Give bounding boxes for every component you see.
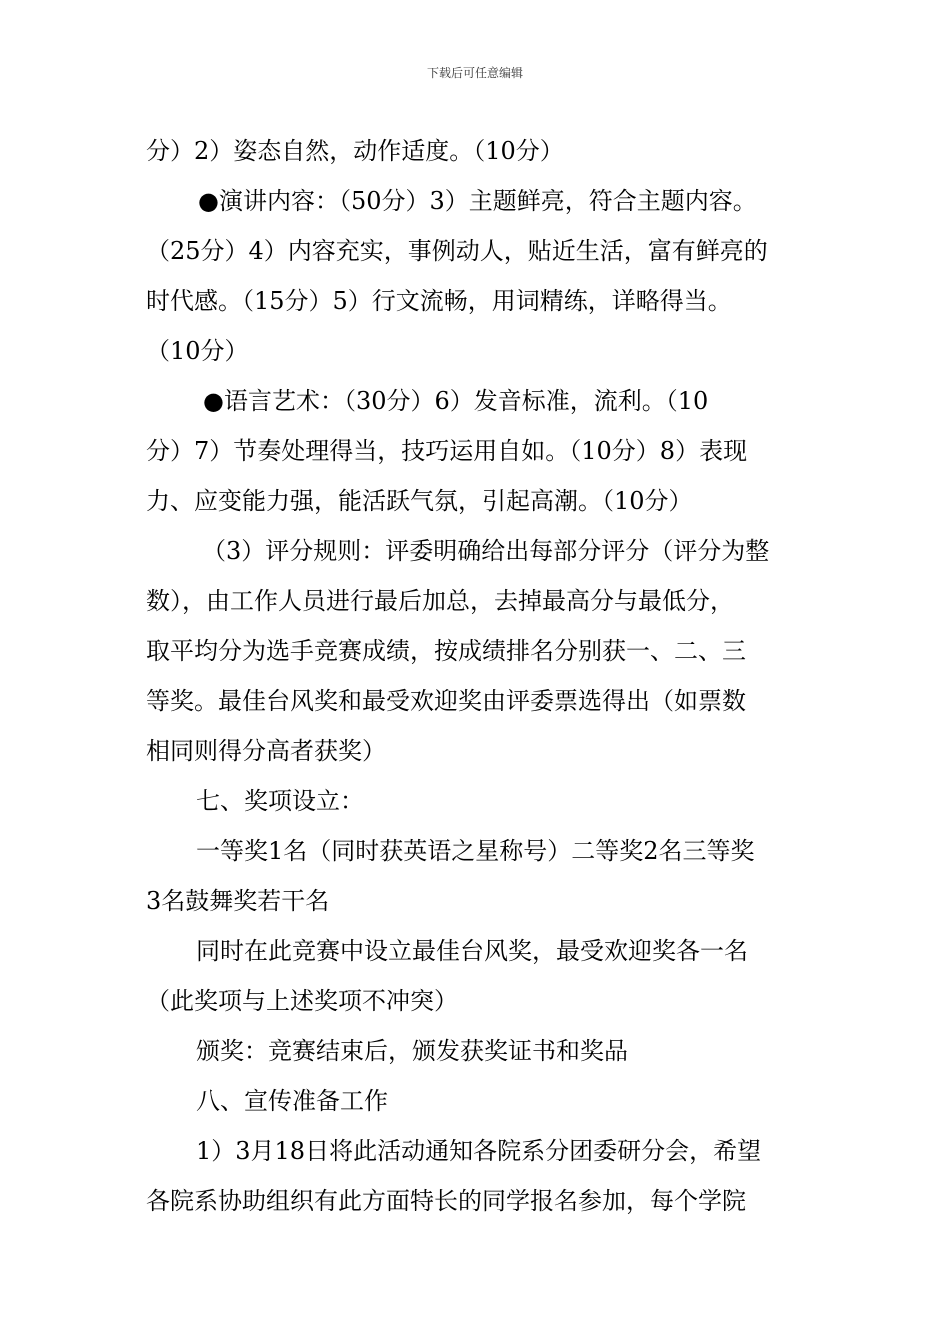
text-line: 力、应变能力强，能活跃气氛，引起高潮。（10分） <box>146 487 693 515</box>
text-line: 取平均分为选手竞赛成绩，按成绩排名分别获一、二、三 <box>146 637 746 665</box>
text-line: 一等奖1名（同时获英语之星称号）二等奖2名三等奖 <box>196 837 755 865</box>
text-line: 时代感。（15分）5）行文流畅，用词精练，详略得当。 <box>146 287 732 315</box>
text-line: （10分） <box>146 337 249 365</box>
text-line: ●演讲内容：（50分）3）主题鲜亮，符合主题内容。 <box>198 187 757 215</box>
text-line: 颁奖：竞赛结束后，颁发获奖证书和奖品 <box>196 1037 628 1065</box>
page-header-note: 下载后可任意编辑 <box>426 66 523 80</box>
text-line: （3）评分规则：评委明确给出每部分评分（评分为整 <box>202 537 770 565</box>
text-line: 1）3月18日将此活动通知各院系分团委研分会，希望 <box>196 1137 762 1165</box>
text-line: 八、宣传准备工作 <box>196 1087 388 1115</box>
text-line: 数），由工作人员进行最后加总，去掉最高分与最低分， <box>146 587 734 615</box>
text-line: 各院系协助组织有此方面特长的同学报名参加，每个学院 <box>146 1187 746 1215</box>
text-line: ●语言艺术：（30分）6）发音标准，流利。（10 <box>203 387 709 415</box>
text-line: 分）7）节奏处理得当，技巧运用自如。（10分）8）表现 <box>146 437 748 465</box>
text-line: 分）2）姿态自然，动作适度。（10分） <box>146 137 564 165</box>
text-line: （此奖项与上述奖项不冲突） <box>146 987 458 1015</box>
text-line: 相同则得分高者获奖） <box>146 737 386 765</box>
text-line: 同时在此竞赛中设立最佳台风奖，最受欢迎奖各一名 <box>196 937 748 965</box>
text-line: （25分）4）内容充实，事例动人，贴近生活，富有鲜亮的 <box>146 237 768 265</box>
document-body <box>146 126 810 1226</box>
text-line: 等奖。最佳台风奖和最受欢迎奖由评委票选得出（如票数 <box>146 687 746 715</box>
text-line: 七、奖项设立： <box>196 787 364 815</box>
text-line: 3名鼓舞奖若干名 <box>146 887 330 915</box>
